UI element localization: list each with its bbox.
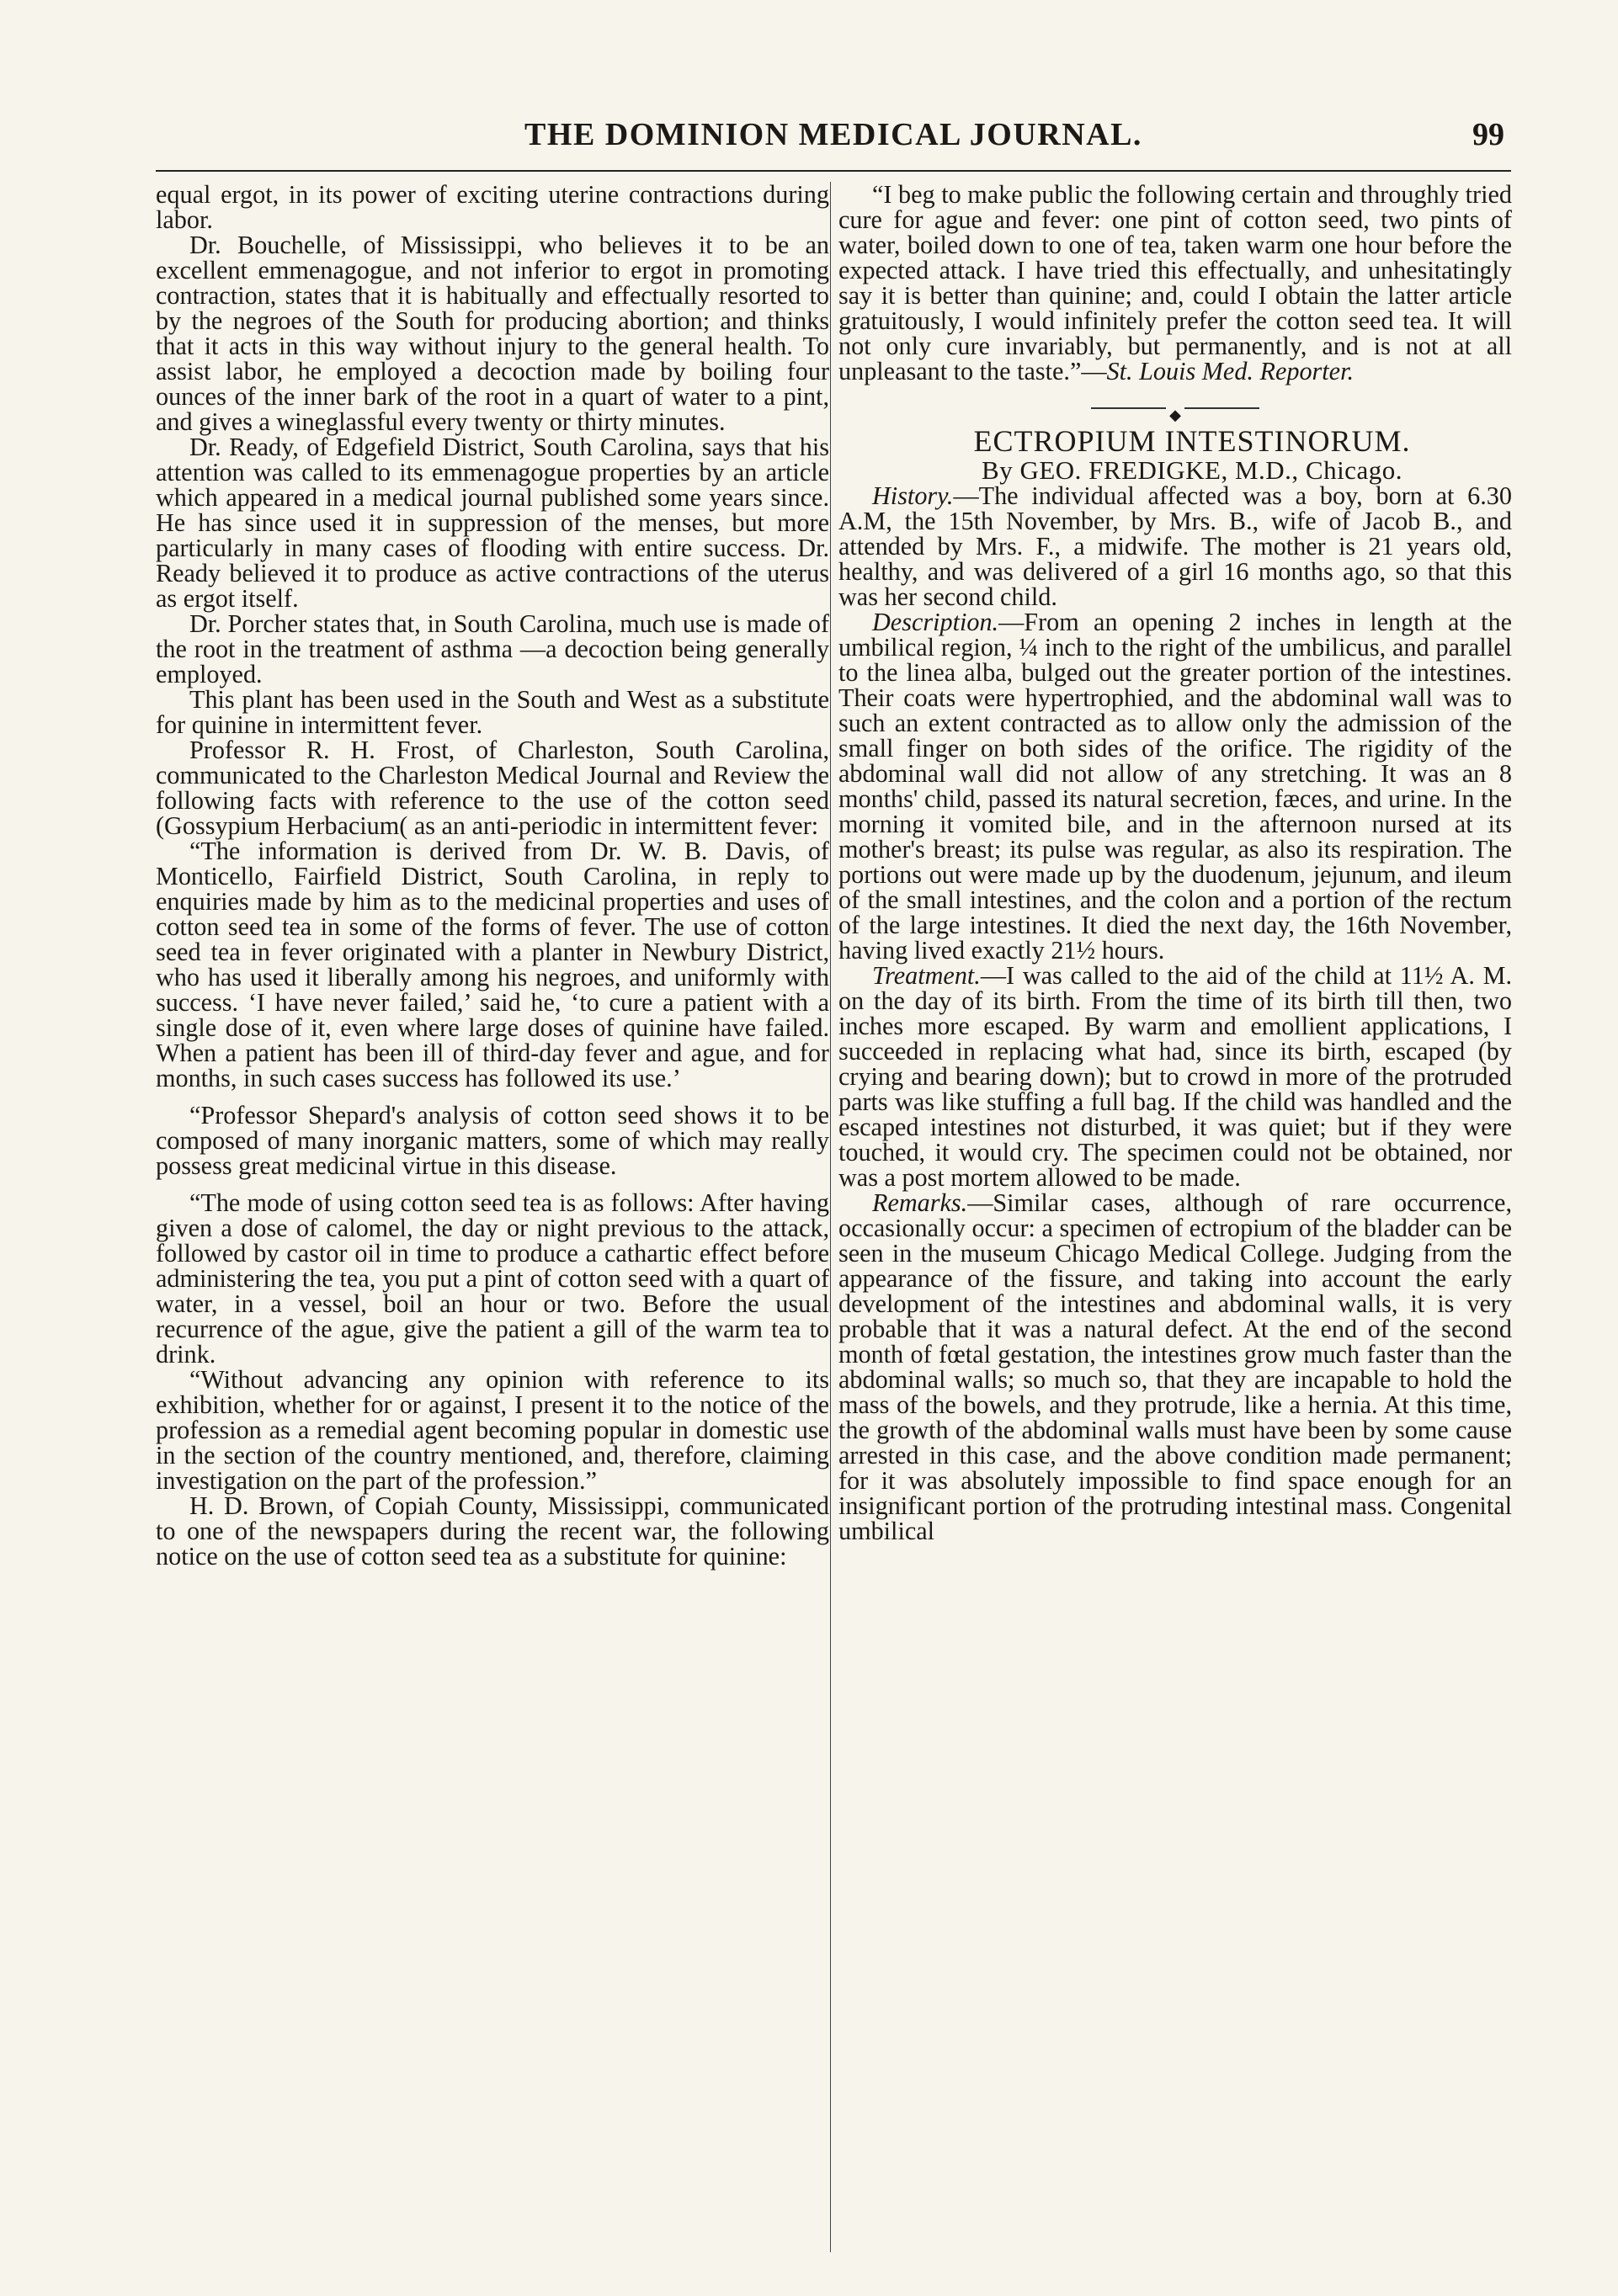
page-number: 99 <box>1472 117 1504 152</box>
left-column <box>156 182 829 2261</box>
paragraph: equal ergot, in its power of exciting uterine contractions during labor. <box>156 182 829 234</box>
section-text: —Similar cases, although of rare occurrence, occasionally occur: a specimen of ectropium of the bladder can be seen in the museum Chicago Medical College. Judging from the appearance of the fissure, and taking into account the early development of the intestines and abdominal walls, it is very probable that it was a natural defect. At the end of the second month of fœtal gestation, the intestines grow much faster than the abdominal walls; so much so, that they are incapable to hold the mass of the bowels, and they protrude, like a hernia. At this time, the growth of the abdominal walls must have been by some cause arrested in this case, and the above condition made permanent; for it was absolutely impossible to find space enough for an insignificant portion of the protruding intestinal mass. Congenital umbilical <box>838 1188 1512 1545</box>
quoted-paragraph: “The mode of using cotton seed tea is as follows: After having given a dose of calomel, the day or night previous to the attack, followed by castor oil in time to produce a cathartic effect before administering the tea, you put a pint of cotton seed with a quart of water, in a vessel, boil an hour or two. Before the usual recurrence of the ague, give the patient a gill of the warm tea to drink. <box>156 1188 829 1369</box>
quoted-paragraph: “Professor Shepard's analysis of cotton seed shows it to be composed of many inorganic matters, some of which may really possess great medicinal virtue in this disease. <box>156 1101 829 1180</box>
article-section-history <box>838 483 1512 609</box>
paragraph: This plant has been used in the South and West as a substitute for quinine in intermittent fever. <box>156 685 829 739</box>
running-header <box>156 111 1511 172</box>
section-divider <box>838 399 1512 423</box>
paragraph: Professor R. H. Frost, of Charleston, South Carolina, communicated to the Charleston Medical Journal and Review the following facts with reference to the use of the cotton seed (Gossypium Herbacium( as an anti-periodic in intermittent fever: <box>156 736 829 840</box>
article-section-treatment <box>838 963 1512 1190</box>
section-label: Remarks. <box>872 1188 968 1217</box>
paragraph: Dr. Porcher states that, in South Carolina, much use is made of the root in the treatment of asthma —a decoction being generally employed. <box>156 609 829 688</box>
article-section-description <box>838 609 1512 963</box>
section-label: Description. <box>872 608 999 636</box>
article-section-remarks <box>838 1190 1512 1544</box>
section-text: —The individual affected was a boy, born at 6.30 A.M, the 15th November, by Mrs. B., wife of Jacob B., and attended by Mrs. F., a midwife. The mother is 21 years old, healthy, and was delivered of a girl 16 months ago, so that this was her second child. <box>838 481 1512 611</box>
quote-text: “I beg to make public the following certain and throughly tried cure for ague and fever: one pint of cotton seed, two pints of water, boiled down to one of tea, taken warm one hour before the expected attack. I have tried this effectually, and unhesitatingly say it is better than quinine; and, could I obtain the latter article gratuitously, I would infinitely prefer the cotton seed tea. It will not only cure invariably, but permanently, and is not at all unpleasant to the taste.”— <box>838 182 1512 385</box>
quoted-paragraph: “The information is derived from Dr. W. B. Davis, of Monticello, Fairfield District, South Carolina, in reply to enquiries made by him as to the medicinal properties and uses of cotton seed tea in some of the forms of fever. The use of cotton seed tea in fever originated with a planter in Newbury District, who has used it liberally among his negroes, and uniformly with success. ‘I have never failed,’ said he, ‘to cure a patient with a single dose of it, even where large doses of quinine have failed. When a patient has been ill of third-day fever and ague, and for months, in such cases success has followed its use.’ <box>156 837 829 1092</box>
column-rule <box>830 182 831 2252</box>
article-title: ECTROPIUM INTESTINORUM. <box>973 424 1411 458</box>
article-byline: By GEO. FREDIGKE, M.D., Chicago. <box>982 455 1402 485</box>
paragraph: Dr. Ready, of Edgefield District, South Carolina, says that his attention was called to its emmenagogue properties by an article which appeared in a medical journal published some years since. He has since used it in suppression of the menses, but more particularly in many cases of flooding with entire success. Dr. Ready believed it to produce as active contractions of the uterus as ergot itself. <box>156 433 829 613</box>
journal-title: THE DOMINION MEDICAL JOURNAL. <box>524 117 1142 152</box>
quoted-paragraph <box>838 182 1512 384</box>
quoted-paragraph: “Without advancing any opinion with reference to its exhibition, whether for or against, I present it to the notice of the profession as a remedial agent becoming popular in domestic use in the section of the country mentioned, and, therefore, claiming investigation on the part of the profession.” <box>156 1365 829 1495</box>
paragraph: H. D. Brown, of Copiah County, Mississippi, communicated to one of the newspapers during the recent war, the following notice on the use of cotton seed tea as a substitute for quinine: <box>156 1491 829 1571</box>
divider-ornament: ◆ <box>1166 407 1184 423</box>
section-label: Treatment. <box>872 961 981 990</box>
section-text: —I was called to the aid of the child at 11½ A. M. on the day of its birth. From the time of its birth till then, two inches more escaped. By warm and emollient applications, I succeeded in replacing what had, since its birth, escaped (by crying and bearing down); but to crowd in more of the protruded parts was like stuffing a full bag. If the child was handled and the escaped intestines not disturbed, it was quiet; but if they were touched, it would cry. The specimen could not be obtained, nor was a post mortem allowed to be made. <box>838 961 1512 1192</box>
section-label: History. <box>872 481 954 510</box>
quote-source: St. Louis Med. Reporter. <box>1106 357 1355 385</box>
right-column <box>838 182 1512 2261</box>
paragraph: Dr. Bouchelle, of Mississippi, who believes it to be an excellent emmenagogue, and not inferior to ergot in promoting contraction, states that it is habitually and effectually resorted to by the negroes of the South for producing abortion; and thinks that it acts in this way without injury to the general health. To assist labor, he employed a decoction made by boiling four ounces of the inner bark of the root in a quart of water to a pint, and gives a wineglassful every twenty or thirty minutes. <box>156 231 829 436</box>
section-text: —From an opening 2 inches in length at the umbilical region, ¼ inch to the right of the umbilicus, and parallel to the linea alba, bulged out the greater portion of the intestines. Their coats were hypertrophied, and the abdominal wall was to such an extent contracted as to allow only the admission of the small finger on both sides of the orifice. The rigidity of the abdominal wall did not allow of any stretching. It was an 8 months' child, passed its natural secretion, fæces, and urine. In the morning it vomited bile, and in the afternoon nursed at its mother's breast; its pulse was regular, as also its respiration. The portions out were made up by the duodenum, jejunum, and ileum of the small intestines, and the colon and a portion of the rectum of the large intestines. It died the next day, the 16th November, having lived exactly 21½ hours. <box>838 608 1512 965</box>
